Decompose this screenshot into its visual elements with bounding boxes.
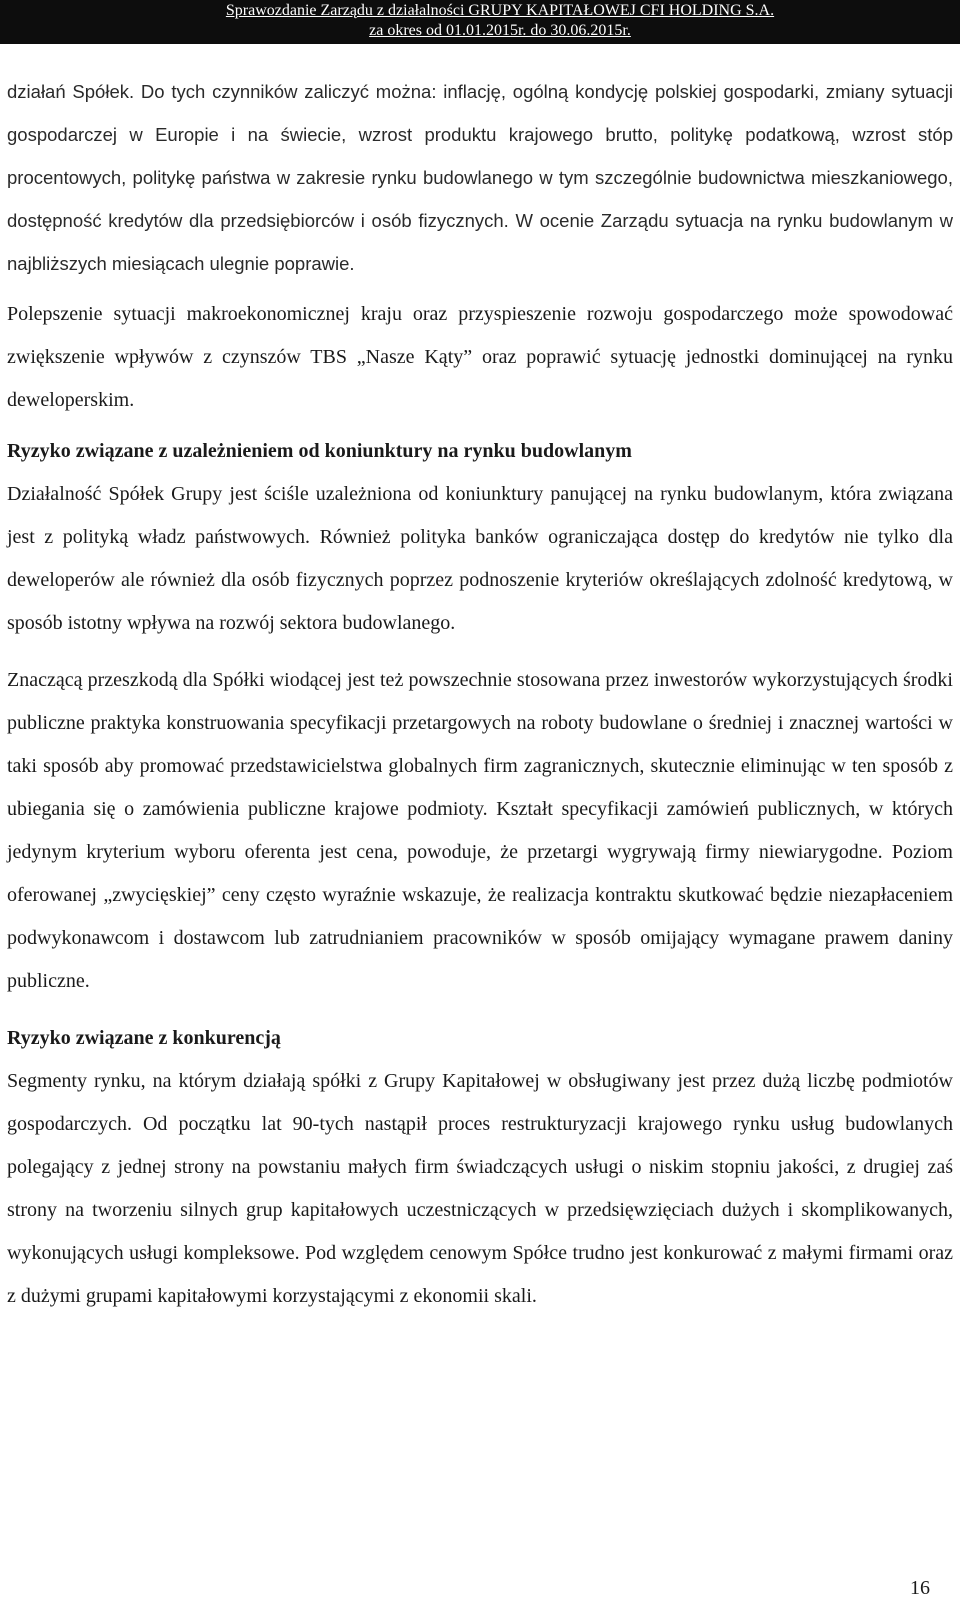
header-period: za okres od 01.01.2015r. do 30.06.2015r. [369,22,631,39]
paragraph-competition: Segmenty rynku, na którym działają spółki z Grupy Kapitałowej w obsługiwany jest przez dużą liczbę podmiotów gospodarczych. Od początku lat 90-tych nastąpił proces restrukturyzacji krajowego rynku usług budowlanych polegający z jednej strony na powstaniu małych firm świadczących usługi o niskim stopniu jakości, z drugiej zaś strony na tworzeniu silnych grup kapitałowych uczestniczących w przedsięwzięciach dużych i skomplikowanych, wykonujących usługi kompleksowe. Pod względem cenowym Spółce trudno jest konkurować z małymi firmami oraz z dużymi grupami kapitałowymi korzystającymi z ekonomii skali. [7,1070,953,1307]
section-heading-competition-risk: Ryzyko związane z konkurencją [7,1027,281,1049]
section-heading-construction-risk: Ryzyko związane z uzależnieniem od koniunktury na rynku budowlanym [7,440,632,462]
paragraph-tender-obstacle: Znaczącą przeszkodą dla Spółki wiodącej jest też powszechnie stosowana przez inwestorów wykorzystujących środki publiczne praktyka konstruowania specyfikacji przetargowych na roboty budowlane o średniej i znacznej wartości w taki sposób aby promować przedstawicielstwa globalnych firm zagranicznych, skutecznie eliminując w ten sposób z ubiegania się o zamówienia publiczne krajowe podmioty. Kształt specyfikacji zamówień publicznych, w których jedynym kryterium wyboru oferenta jest cena, powoduje, że przetargi wygrywają firmy niewiarygodne. Poziom oferowanej „zwycięskiej” ceny często wyraźnie wskazuje, że realizacja kontraktu skutkować będzie niezapłaceniem podwykonawcom i dostawcom lub zatrudnianiem pracowników w sposób omijający wymagane prawem daniny publiczne. [7,669,953,992]
page-number: 16 [910,1577,930,1599]
header-title: Sprawozdanie Zarządu z działalności GRUPY KAPITAŁOWEJ CFI HOLDING S.A. [225,2,775,19]
paragraph-improvement: Polepszenie sytuacji makroekonomicznej kraju oraz przyspieszenie rozwoju gospodarczego może spowodować zwiększenie wpływów z czynszów TBS „Nasze Kąty” oraz poprawić sytuację jednostki dominującej na rynku deweloperskim. [7,303,953,411]
document-body [7,70,953,1318]
paragraph-factors: działań Spółek. Do tych czynników zaliczyć można: inflację, ogólną kondycję polskiej gospodarki, zmiany sytuacji gospodarczej w Europie i na świecie, wzrost produktu krajowego brutto, politykę podatkową, wzrost stóp procentowych, politykę państwa w zakresie rynku budowlanego w tym szczególnie budownictwa mieszkaniowego, dostępność kredytów dla przedsiębiorców i osób fizycznych. W ocenie Zarządu sytuacja na rynku budowlanym w najbliższych miesiącach ulegnie poprawie. [7,81,953,274]
paragraph-construction-dependency: Działalność Spółek Grupy jest ściśle uzależniona od koniunktury panującej na rynku budowlanym, która związana jest z polityką władz państwowych. Również polityka banków ograniczająca dostęp do kredytów nie tylko dla deweloperów ale również dla osób fizycznych poprzez podnoszenie kryteriów określających zdolność kredytową, w sposób istotny wpływa na rozwój sektora budowlanego. [7,483,953,634]
page-header [0,0,960,44]
